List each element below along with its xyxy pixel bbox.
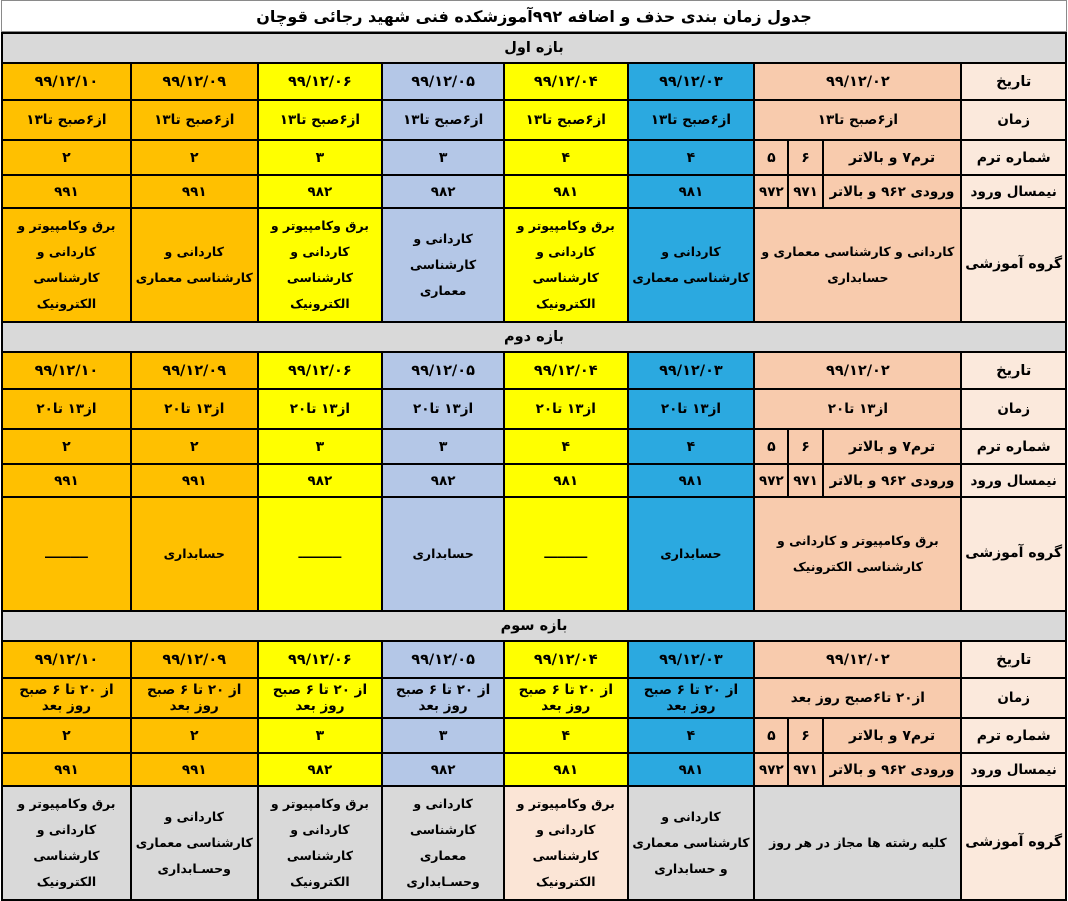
entry-cell: ۹۸۱	[628, 464, 755, 497]
term-cell: ۵	[754, 429, 788, 464]
entry-cell: ۹۷۲	[754, 175, 788, 208]
term-cell: ۲	[131, 140, 258, 175]
term-cell: ۵	[754, 140, 788, 175]
term-cell: ۲	[2, 140, 131, 175]
entry-cell: ۹۷۲	[754, 464, 788, 497]
term-cell: ترم۷ و بالاتر	[823, 429, 962, 464]
group-cell: برق وکامپیوتر و کاردانی و کارشناسی الکترونیک	[754, 497, 961, 611]
term-cell: ۲	[2, 429, 131, 464]
entry-cell: ۹۸۱	[628, 175, 755, 208]
row-label-time: زمان	[961, 678, 1066, 718]
group-cell: برق وکامپیوتر و کاردانی و کارشناسی الکترونیک	[504, 786, 628, 900]
row-label-group: گروه آموزشی	[961, 208, 1066, 322]
entry-cell: ۹۷۱	[788, 464, 822, 497]
entry-cell: ۹۸۲	[258, 464, 383, 497]
group-cell: کلیه رشته ها مجاز در هر روز	[754, 786, 961, 900]
date-cell: ۹۹/۱۲/۰۹	[131, 641, 258, 678]
date-cell: ۹۹/۱۲/۰۲	[754, 63, 961, 100]
group-cell: ــــــــــ	[258, 497, 383, 611]
term-cell: ۲	[131, 718, 258, 753]
date-cell: ۹۹/۱۲/۱۰	[2, 352, 131, 389]
entry-cell: ۹۹۱	[131, 175, 258, 208]
term-cell: ۳	[258, 429, 383, 464]
time-cell: از۱۳ تا۲۰	[2, 389, 131, 429]
row-label-date: تاریخ	[961, 641, 1066, 678]
group-cell: کاردانی و کارشناسی معماری	[131, 208, 258, 322]
time-cell: از۱۳ تا۲۰	[258, 389, 383, 429]
time-cell: از ۲۰ تا ۶ صبح روز بعد	[131, 678, 258, 718]
entry-cell: ۹۹۱	[2, 175, 131, 208]
entry-cell: ۹۸۱	[504, 175, 628, 208]
date-cell: ۹۹/۱۲/۰۲	[754, 352, 961, 389]
term-cell: ۲	[2, 718, 131, 753]
time-cell: از ۲۰ تا ۶ صبح روز بعد	[258, 678, 383, 718]
date-cell: ۹۹/۱۲/۰۳	[628, 641, 755, 678]
term-cell: ۴	[628, 140, 755, 175]
time-cell: از۲۰ تا۶صبح روز بعد	[754, 678, 961, 718]
term-cell: ۳	[258, 718, 383, 753]
group-cell: کاردانی و کارشناسی معماری وحسـابداری	[382, 786, 504, 900]
entry-cell: ۹۸۲	[382, 753, 504, 786]
row-label-entry: نیمسال ورود	[961, 753, 1066, 786]
time-cell: از ۲۰ تا ۶ صبح روز بعد	[628, 678, 755, 718]
section-title: بازه دوم	[2, 322, 1066, 352]
group-cell: برق وکامپیوتر و کاردانی و کارشناسی الکترونیک	[2, 786, 131, 900]
group-cell: حسابداری	[628, 497, 755, 611]
date-cell: ۹۹/۱۲/۰۴	[504, 352, 628, 389]
term-cell: ۳	[382, 718, 504, 753]
date-cell: ۹۹/۱۲/۰۶	[258, 63, 383, 100]
group-cell: کاردانی و کارشناسی معماری	[628, 208, 755, 322]
date-cell: ۹۹/۱۲/۰۵	[382, 352, 504, 389]
term-cell: ۴	[504, 429, 628, 464]
entry-cell: ۹۸۲	[258, 175, 383, 208]
row-label-group: گروه آموزشی	[961, 786, 1066, 900]
date-cell: ۹۹/۱۲/۰۴	[504, 63, 628, 100]
time-cell: از۶صبح تا۱۳	[754, 100, 961, 140]
group-cell: حسابداری	[131, 497, 258, 611]
date-cell: ۹۹/۱۲/۱۰	[2, 641, 131, 678]
page-title: جدول زمان بندی حذف و اضافه ۹۹۲آموزشکده فنی شهید رجائی قوچان	[1, 0, 1067, 32]
entry-cell: ورودی ۹۶۲ و بالاتر	[823, 753, 962, 786]
term-cell: ۳	[382, 429, 504, 464]
section-title: بازه سوم	[2, 611, 1066, 641]
entry-cell: ۹۷۲	[754, 753, 788, 786]
group-cell: کاردانی و کارشناسی معماری وحسـابداری	[131, 786, 258, 900]
entry-cell: ۹۷۱	[788, 753, 822, 786]
date-cell: ۹۹/۱۲/۰۳	[628, 352, 755, 389]
time-cell: از۱۳ تا۲۰	[382, 389, 504, 429]
group-cell: ــــــــــ	[504, 497, 628, 611]
entry-cell: ۹۹۱	[131, 753, 258, 786]
group-cell: برق وکامپیوتر و کاردانی و کارشناسی الکترونیک	[2, 208, 131, 322]
entry-cell: ورودی ۹۶۲ و بالاتر	[823, 464, 962, 497]
term-cell: ۴	[628, 429, 755, 464]
term-cell: ترم۷ و بالاتر	[823, 718, 962, 753]
term-cell: ۴	[504, 140, 628, 175]
time-cell: از۶صبح تا۱۳	[2, 100, 131, 140]
date-cell: ۹۹/۱۲/۰۶	[258, 641, 383, 678]
row-label-term: شماره ترم	[961, 429, 1066, 464]
term-cell: ۴	[628, 718, 755, 753]
entry-cell: ۹۸۲	[258, 753, 383, 786]
date-cell: ۹۹/۱۲/۰۵	[382, 63, 504, 100]
date-cell: ۹۹/۱۲/۰۲	[754, 641, 961, 678]
date-cell: ۹۹/۱۲/۰۵	[382, 641, 504, 678]
row-label-group: گروه آموزشی	[961, 497, 1066, 611]
row-label-date: تاریخ	[961, 63, 1066, 100]
date-cell: ۹۹/۱۲/۰۴	[504, 641, 628, 678]
date-cell: ۹۹/۱۲/۰۹	[131, 63, 258, 100]
time-cell: از۶صبح تا۱۳	[382, 100, 504, 140]
row-label-entry: نیمسال ورود	[961, 175, 1066, 208]
entry-cell: ۹۸۱	[504, 753, 628, 786]
date-cell: ۹۹/۱۲/۱۰	[2, 63, 131, 100]
time-cell: از۱۳ تا۲۰	[754, 389, 961, 429]
term-cell: ۳	[258, 140, 383, 175]
date-cell: ۹۹/۱۲/۰۶	[258, 352, 383, 389]
entry-cell: ۹۸۱	[504, 464, 628, 497]
schedule-table	[1, 32, 1067, 901]
entry-cell: ورودی ۹۶۲ و بالاتر	[823, 175, 962, 208]
group-cell: برق وکامپیوتر و کاردانی و کارشناسی الکترونیک	[258, 786, 383, 900]
group-cell: برق وکامپیوتر و کاردانی و کارشناسی الکترونیک	[258, 208, 383, 322]
entry-cell: ۹۹۱	[131, 464, 258, 497]
section-title: بازه اول	[2, 33, 1066, 63]
term-cell: ۴	[504, 718, 628, 753]
group-cell: کاردانی و کارشناسی معماری و حسابداری	[754, 208, 961, 322]
time-cell: از۶صبح تا۱۳	[628, 100, 755, 140]
term-cell: ترم۷ و بالاتر	[823, 140, 962, 175]
schedule-page	[1, 0, 1067, 901]
time-cell: از۶صبح تا۱۳	[504, 100, 628, 140]
group-cell: برق وکامپیوتر و کاردانی و کارشناسی الکترونیک	[504, 208, 628, 322]
term-cell: ۶	[788, 140, 822, 175]
term-cell: ۶	[788, 429, 822, 464]
row-label-term: شماره ترم	[961, 718, 1066, 753]
row-label-time: زمان	[961, 389, 1066, 429]
row-label-term: شماره ترم	[961, 140, 1066, 175]
entry-cell: ۹۸۲	[382, 464, 504, 497]
time-cell: از۶صبح تا۱۳	[258, 100, 383, 140]
date-cell: ۹۹/۱۲/۰۹	[131, 352, 258, 389]
time-cell: از ۲۰ تا ۶ صبح روز بعد	[504, 678, 628, 718]
time-cell: از۱۳ تا۲۰	[504, 389, 628, 429]
term-cell: ۳	[382, 140, 504, 175]
term-cell: ۲	[131, 429, 258, 464]
time-cell: از۱۳ تا۲۰	[628, 389, 755, 429]
term-cell: ۵	[754, 718, 788, 753]
row-label-time: زمان	[961, 100, 1066, 140]
row-label-entry: نیمسال ورود	[961, 464, 1066, 497]
entry-cell: ۹۸۱	[628, 753, 755, 786]
row-label-date: تاریخ	[961, 352, 1066, 389]
entry-cell: ۹۹۱	[2, 753, 131, 786]
time-cell: از ۲۰ تا ۶ صبح روز بعد	[2, 678, 131, 718]
group-cell: حسابداری	[382, 497, 504, 611]
group-cell: کاردانی و کارشناسی معماری	[382, 208, 504, 322]
group-cell: کاردانی و کارشناسی معماری و حسابداری	[628, 786, 755, 900]
date-cell: ۹۹/۱۲/۰۳	[628, 63, 755, 100]
entry-cell: ۹۸۲	[382, 175, 504, 208]
entry-cell: ۹۹۱	[2, 464, 131, 497]
entry-cell: ۹۷۱	[788, 175, 822, 208]
time-cell: از۶صبح تا۱۳	[131, 100, 258, 140]
time-cell: از ۲۰ تا ۶ صبح روز بعد	[382, 678, 504, 718]
group-cell: ــــــــــ	[2, 497, 131, 611]
time-cell: از۱۳ تا۲۰	[131, 389, 258, 429]
term-cell: ۶	[788, 718, 822, 753]
